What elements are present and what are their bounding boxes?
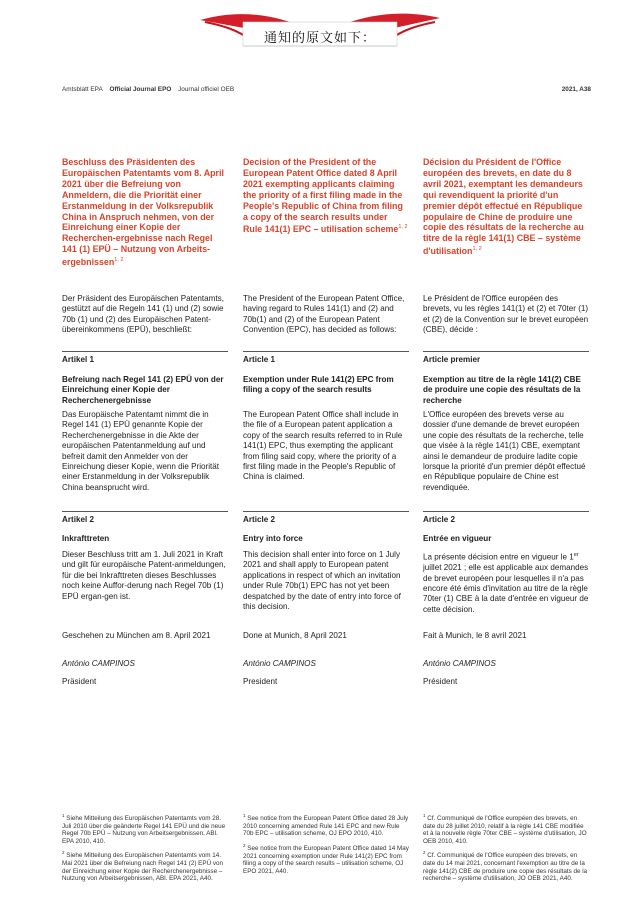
divider — [423, 351, 589, 352]
footnote: $^2$ See notice from the European Patent Office dated 14 May 2021 concerning exemption under Rule 141(2) EPC from filing a copy of the search results – utilisation scheme, OJ EPO 2021, A40. — [243, 842, 409, 875]
footnotes-english — [243, 812, 409, 879]
banner-text: 通知的原文如下： — [263, 31, 376, 46]
footnote: $^2$ Cf. Communiqué de l'Office européen des brevets, en date du 14 mai 2021, concernant l'exemption au titre de la règle 141(2) CBE de produire une copie des résultats de la recherche – système d'utilisation, JO OEB 2021, A40. — [423, 850, 588, 883]
footnote-ref: 1, 2 — [398, 224, 408, 231]
journal-names — [62, 86, 591, 93]
divider — [423, 511, 589, 512]
journal-header — [62, 86, 591, 98]
notice-banner — [195, 8, 445, 52]
intro-text: Le Président de l'Office européen des brevets, vu les règles 141(1) et (2) et 70ter (1) et (2) de la Convention sur le brevet européen (CBE), décide : — [423, 294, 589, 335]
article-1-title: Exemption au titre de la règle 141(2) CBE de produire une copie des résultats de la recherche — [423, 375, 581, 405]
footnote-ref: 1, 2 — [114, 257, 124, 264]
footnotes-french — [423, 812, 589, 887]
signatory-role: President — [243, 677, 278, 686]
done-at: Geschehen zu München am 8. April 2021 — [62, 631, 211, 640]
done-at: Fait à Munich, le 8 avril 2021 — [423, 631, 527, 640]
footnote: $^1$ See notice from the European Patent Office dated 28 July 2010 concerning amended Rule 141 EPC and new Rule 70b EPC – utilisation scheme, OJ EPO 2010, 410. — [243, 813, 409, 838]
signatory-role: Präsident — [62, 677, 97, 686]
footnote-ref: 1, 2 — [472, 246, 482, 253]
done-at: Done at Munich, 8 April 2021 — [243, 631, 347, 640]
article-2-title: Entry into force — [243, 534, 303, 543]
footnote: $^1$ Cf. Communiqué de l'Office européen des brevets, en date du 28 juillet 2010, relatif à la règle 141 CBE modifiée et à la nouvelle règle 70ter CBE – système d'utilisation, JO OEB 2010, 410. — [423, 813, 587, 845]
intro-text: Der Präsident des Europäischen Patentamts, gestützt auf die Regeln 141 (1) und (2) sowie 70b (1) und (2) des Europäischen Patent-übereinkommens (EPÜ), beschließt: — [62, 294, 224, 335]
signatory: António CAMPINOS — [243, 659, 316, 668]
article-2-label: Article 2 — [243, 515, 275, 524]
article-1-title: Exemption under Rule 141(2) EPC from filing a copy of the search results — [243, 375, 394, 395]
divider — [62, 511, 228, 512]
decision-title: Décision du Président de l'Office européen des brevets, en date du 8 avril 2021, exemptant les demandeurs qui revendiquent la priorité d'un premier dépôt effectué en République populaire de Chine de produire une copie des résultats de la recherche au titre de la règle 141(1) CBE – système d'utilisation$^{1, 2}$ — [423, 157, 584, 257]
article-1-title: Befreiung nach Regel 141 (2) EPÜ von der Einreichung einer Kopie der Recherchenergebnisse — [62, 375, 224, 405]
signatory-role: Président — [423, 677, 458, 686]
article-2-label: Artikel 2 — [62, 515, 94, 524]
article-2-title: Entrée en vigueur — [423, 534, 492, 543]
divider — [243, 351, 409, 352]
journal-fr: Journal officiel OEB — [178, 86, 235, 93]
divider — [62, 351, 228, 352]
decision-title: Decision of the President of the European Patent Office dated 8 April 2021 exempting applicants claiming the priority of a first filing made in the People's Republic of China from filing a copy of the search results under Rule 141(1) EPC – utilisation scheme$^{1, 2}$ — [243, 157, 408, 235]
intro-text: The President of the European Patent Office, having regard to Rules 141(1) and (2) and 70b(1) and (2) of the European Patent Convention (EPC), has decided as follows: — [243, 294, 405, 335]
journal-en: Official Journal EPO — [109, 86, 172, 93]
signatory: António CAMPINOS — [62, 659, 135, 668]
article-2-text: This decision shall enter into force on 1 July 2021 and shall apply to European patent applications in respect of which an invitation under Rule 70b(1) EPC has not yet been despatched by the date of entry into force of this decision. — [243, 550, 401, 612]
footnote: $^2$ Siehe Mitteilung des Europäischen Patentamts vom 14. Mai 2021 über die Befreiung nach Regel 141 (2) EPÜ von der Einreichung einer Kopie der Recherchenergebnisse – Nutzung von Arbeitsergebnissen, ABl. EPA 2021, A40. — [62, 850, 224, 883]
footnotes-german — [62, 812, 228, 887]
article-1-label: Article premier — [423, 355, 481, 364]
article-2-text: La présente décision entre en vigueur le 1er juillet 2021 ; elle est applicable aux demandes de brevet européen pour lesquelles il n'a pas encore été émis d'invitation au titre de la règle 70ter (1) CBE à la date d'entrée en vigueur de cette décision. — [423, 552, 589, 614]
journal-reference: 2021, A38 — [561, 86, 591, 93]
article-1-text: The European Patent Office shall include in the file of a European patent application a copy of the search results referred to in Rule 141(1) EPC, thus exempting the applicant from filing said copy, where the priority of a first filing made in the People's Republic of China is claimed. — [243, 410, 403, 482]
article-1-label: Article 1 — [243, 355, 275, 364]
article-2-title: Inkrafttreten — [62, 534, 110, 543]
signatory: António CAMPINOS — [423, 659, 496, 668]
decision-title: Beschluss des Präsidenten des Europäischen Patentamts vom 8. April 2021 über die Befreiung von Anmeldern, die die Priorität einer Erstanmeldung in der Volksrepublik China in Anspruch nehmen, von der Einreichung einer Kopie der Recherchen-ergebnisse nach Regel 141 (1) EPÜ – Nutzung von Arbeits-ergebnissen$^{1, 2}$ — [62, 157, 224, 268]
divider — [243, 511, 409, 512]
journal-de: Amtsblatt EPA — [62, 86, 103, 93]
article-2-text: Dieser Beschluss tritt am 1. Juli 2021 in Kraft und gilt für europäische Patent-anmeldungen, für die bei Inkrafttreten dieses Beschlusses noch keine Auffor-derung nach Regel 70b (1) EPÜ ergan-gen ist. — [62, 550, 226, 601]
footnote: $^1$ Siehe Mitteilung des Europäischen Patentamts vom 28. Juli 2010 über die geänderte Regel 141 EPÜ und die neue Regel 70b EPÜ – Nutzung von Arbeitsergebnissen, ABl. EPA 2010, 410. — [62, 813, 226, 845]
article-1-text: L'Office européen des brevets verse au dossier d'une demande de brevet européen une copie des résultats de la recherche, telle que visée à la règle 141(1) CBE, exemptant ainsi le demandeur de produire ladite copie lorsque la priorité d'un premier dépôt effectué en République populaire de Chine est revendiquée. — [423, 410, 586, 492]
article-1-label: Artikel 1 — [62, 355, 94, 364]
article-1-text: Das Europäische Patentamt nimmt die in Regel 141 (1) EPÜ genannte Kopie der Recherchenergebnisse in die Akte der europäischen Patentanmeldung auf und befreit damit den Anmelder von der Einreichung dieser Kopie, wenn die Priorität einer Erstanmeldung in der Volksrepublik China beansprucht wird. — [62, 410, 220, 492]
article-2-label: Article 2 — [423, 515, 455, 524]
